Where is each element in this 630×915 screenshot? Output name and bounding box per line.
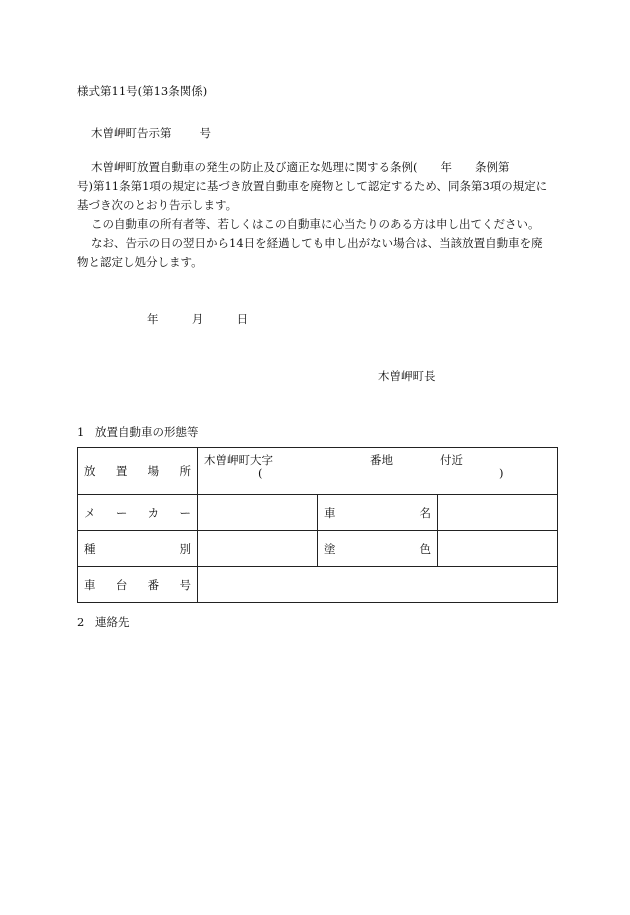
location-value-cell — [198, 448, 558, 495]
chassis-label-cell: 車 台 番 号 — [78, 567, 198, 603]
section-1-title: 放置自動車の形態等 — [95, 425, 199, 439]
section-2-number: 2 — [77, 615, 85, 629]
chassis-value-cell — [198, 567, 558, 603]
paragraph-1 — [77, 158, 561, 215]
section-1-heading — [77, 424, 199, 440]
maker-label-cell: メ ー カ ー — [78, 495, 198, 531]
date-month: 月 — [191, 312, 204, 326]
signature-mayor: 木曽岬町長 — [378, 369, 436, 383]
section-1-number: 1 — [77, 425, 85, 439]
color-value-cell — [438, 531, 558, 567]
paragraph-3-line-2: 物と認定し処分します。 — [77, 255, 203, 269]
section-2-title: 連絡先 — [95, 615, 130, 629]
type-value-cell — [198, 531, 318, 567]
date-year: 年 — [147, 312, 159, 326]
section-2-heading — [77, 614, 130, 630]
date-day: 日 — [236, 312, 249, 326]
paragraph-1-line-2: 号)第11条第1項の規定に基づき放置自動車を廃物として認定するため、同条第3項の規定に — [77, 179, 548, 193]
location-near: 付近 — [440, 453, 463, 467]
notice-number-line — [91, 125, 211, 141]
date-line — [147, 311, 248, 327]
notice-suffix: 号 — [199, 126, 211, 140]
paren-close: ) — [499, 466, 504, 480]
maker-value-cell — [198, 495, 318, 531]
type-label-cell: 種 別 — [78, 531, 198, 567]
row-location — [78, 448, 558, 495]
row-chassis — [78, 567, 558, 603]
paragraph-1-line-3: 基づき次のとおり告示します。 — [77, 198, 238, 212]
car-name-value-cell — [438, 495, 558, 531]
paragraph-2: この自動車の所有者等、若しくはこの自動車に心当たりのある方は申し出てください。 — [91, 217, 540, 231]
form-number: 様式第11号(第13条関係) — [77, 84, 208, 98]
vehicle-table — [77, 447, 558, 603]
location-banchi: 番地 — [370, 453, 393, 467]
color-label-cell: 塗 色 — [318, 531, 438, 567]
notice-title: 木曽岬町告示第 — [91, 126, 172, 140]
row-type — [78, 531, 558, 567]
paragraph-3-line-1: なお、告示の日の翌日から14日を経過しても申し出がない場合は、当該放置自動車を廃 — [91, 236, 543, 250]
paren-open: ( — [258, 466, 263, 480]
car-name-label-cell: 車 名 — [318, 495, 438, 531]
paragraph-1-line-1: 木曽岬町放置自動車の発生の防止及び適正な処理に関する条例( 年 条例第 — [91, 160, 510, 174]
location-label-cell: 放 置 場 所 — [78, 448, 198, 495]
location-town: 木曽岬町大字 — [204, 453, 273, 467]
row-maker — [78, 495, 558, 531]
